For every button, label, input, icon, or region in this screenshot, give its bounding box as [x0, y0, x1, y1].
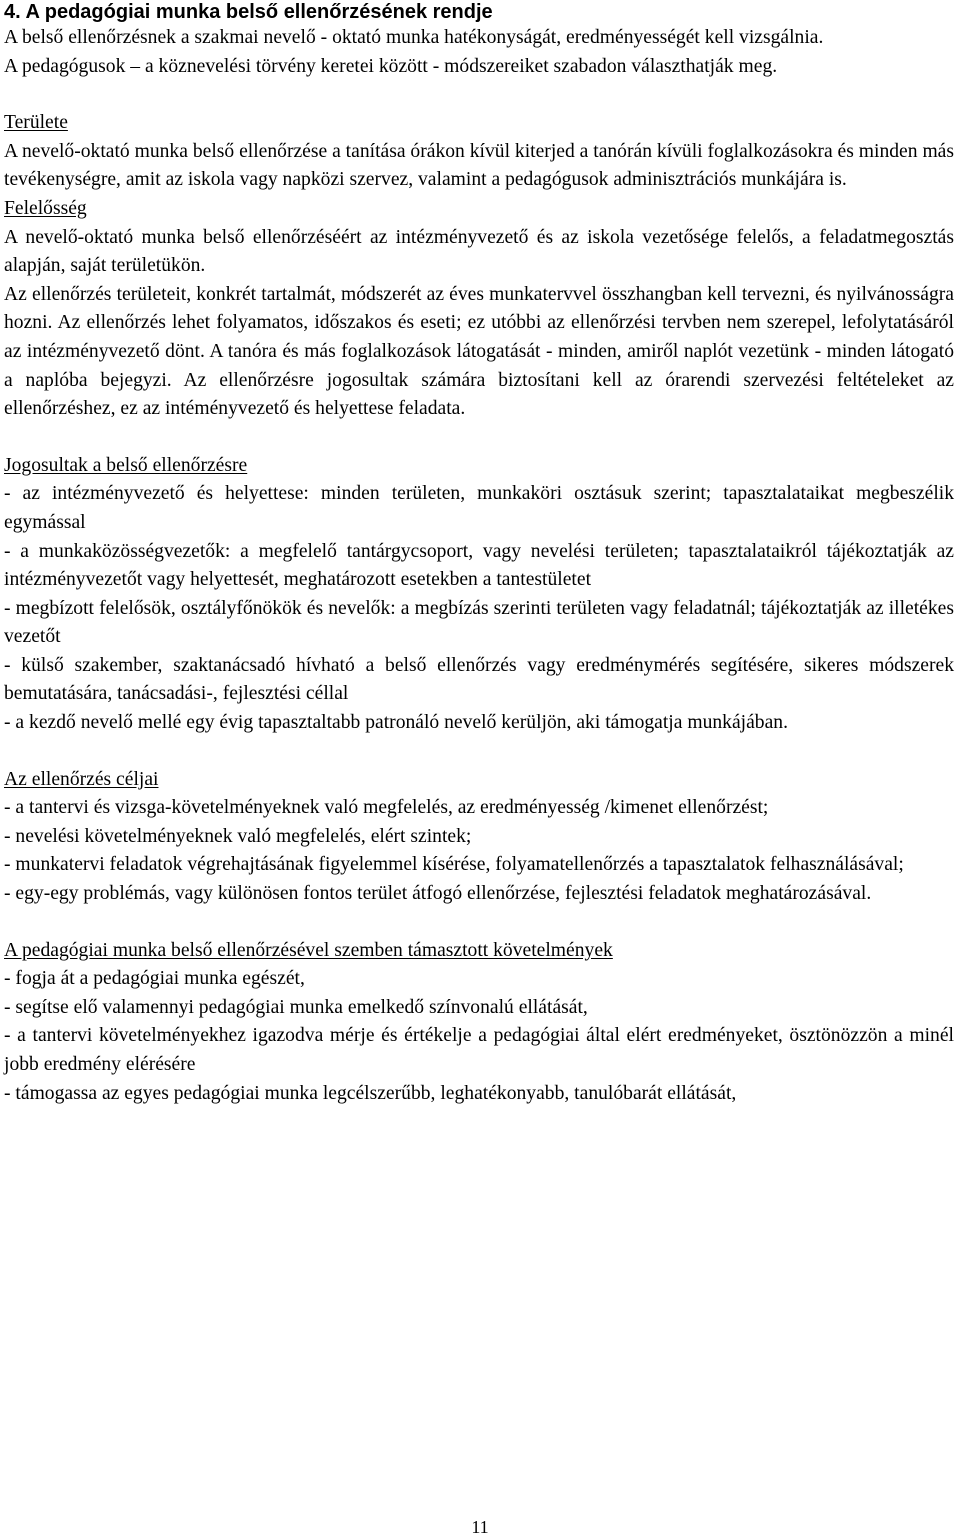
jogosultak-item: - külső szakember, szaktanácsadó hívható a belső ellenőrzés vagy eredménymérés segítésére, sikeres módszerek bemutatására, tanácsadási-, fejlesztési céllal: [4, 654, 954, 705]
felelosseg-paragraph-2: Az ellenőrzés területeit, konkrét tartalmát, módszerét az éves munkatervvel összhangban kell tervezni, és nyilvánosságra hozni. Az ellenőrzés lehet folyamatos, időszakos és eseti; ez utóbbi az ellenőrzési tervben nem szerepel, lefolytatásáról az intézményvezető dönt. A tanóra és más foglalkozások látogatását - minden, amiről naplót vezetünk - minden látogató a naplóba bejegyzi. Az ellenőrzésre jogosultak számára biztosítani kell az órarendi szervezési feltételeket az ellenőrzéshez, ez az intéményvezető és helyettese feladata.: [4, 283, 954, 420]
celjai-item: - a tantervi és vizsga-követelményeknek való megfelelés, az eredményesség /kimenet ellenőrzést;: [4, 797, 769, 819]
kovetelmenyek-title: [4, 937, 954, 966]
section-heading: 4. A pedagógiai munka belső ellenőrzésének rendje: [4, 1, 493, 23]
celjai-item: - nevelési követelményeknek való megfelelés, elért szintek;: [4, 825, 472, 847]
celjai-item: - munkatervi feladatok végrehajtásának figyelemmel kísérése, folyamatellenőrzés a tapasztalatok felhasználásával;: [4, 854, 904, 876]
kovetelmenyek-title-text: A pedagógiai munka belső ellenőrzésével szemben támasztott követelmények: [4, 939, 613, 961]
jogosultak-title-text: Jogosultak a belső ellenőrzésre: [4, 454, 248, 476]
spacer: [4, 909, 954, 937]
page-number: 11: [471, 1517, 489, 1537]
felelosseg-title-text: Felelősség: [4, 197, 87, 219]
felelosseg-title: [4, 195, 954, 224]
celjai-item: - egy-egy problémás, vagy különösen fontos terület átfogó ellenőrzése, fejlesztési feladatok meghatározásával.: [4, 883, 872, 905]
spacer: [4, 81, 954, 109]
intro-paragraph-2: A pedagógusok – a köznevelési törvény keretei között - módszereiket szabadon választhatják meg.: [4, 55, 778, 77]
jogosultak-title: [4, 452, 954, 481]
celjai-title: [4, 766, 954, 795]
kovetelmenyek-item: - fogja át a pedagógiai munka egészét,: [4, 968, 305, 990]
jogosultak-item: - megbízott felelősök, osztályfőnökök és nevelők: a megbízás szerinti területen vagy feladatnál; tájékoztatják az illetékes vezetőt: [4, 597, 954, 648]
terulete-text: A nevelő-oktató munka belső ellenőrzése a tanítása órákon kívül kiterjed a tanórán kívüli foglalkozásokra és minden más tevékenységre, amit az iskola vagy napközi szervez, valamint a pedagógusok adminisztrációs munkájára is.: [4, 140, 954, 191]
spacer: [4, 738, 954, 766]
jogosultak-item: - a kezdő nevelő mellé egy évig tapasztaltabb patronáló nevelő kerüljön, aki támogatja munkájában.: [4, 712, 788, 734]
kovetelmenyek-item: - támogassa az egyes pedagógiai munka legcélszerűbb, leghatékonyabb, tanulóbarát ellátását,: [4, 1082, 737, 1104]
jogosultak-item: - az intézményvezető és helyettese: minden területen, munkaköri osztásuk szerint; tapasztalataikat megbeszélik egymással: [4, 483, 954, 533]
kovetelmenyek-item: - segítse elő valamennyi pedagógiai munka emelkedő színvonalú ellátását,: [4, 996, 588, 1018]
kovetelmenyek-item: - a tantervi követelményekhez igazodva mérje és értékelje a pedagógiai által elért eredményeket, ösztönözzön a minél jobb eredmény elérésére: [4, 1025, 954, 1075]
jogosultak-item: - a munkaközösségvezetők: a megfelelő tantárgycsoport, vagy nevelési területen; tapasztalataikról tájékoztatják az intézményvezetőt vagy helyettesét, meghatározott esetekben a tantestületet: [4, 540, 954, 591]
document-page: [4, 0, 954, 1108]
celjai-title-text: Az ellenőrzés céljai: [4, 768, 159, 790]
spacer: [4, 424, 954, 452]
felelosseg-paragraph-1: A nevelő-oktató munka belső ellenőrzéséért az intézményvezető és az iskola vezetősége felelős, a feladatmegosztás alapján, saját területükön.: [4, 226, 954, 277]
terulete-title: [4, 109, 954, 138]
terulete-title-text: Területe: [4, 112, 68, 134]
intro-paragraph-1: A belső ellenőrzésnek a szakmai nevelő - oktató munka hatékonyságát, eredményességét kell vizsgálnia.: [4, 27, 824, 48]
